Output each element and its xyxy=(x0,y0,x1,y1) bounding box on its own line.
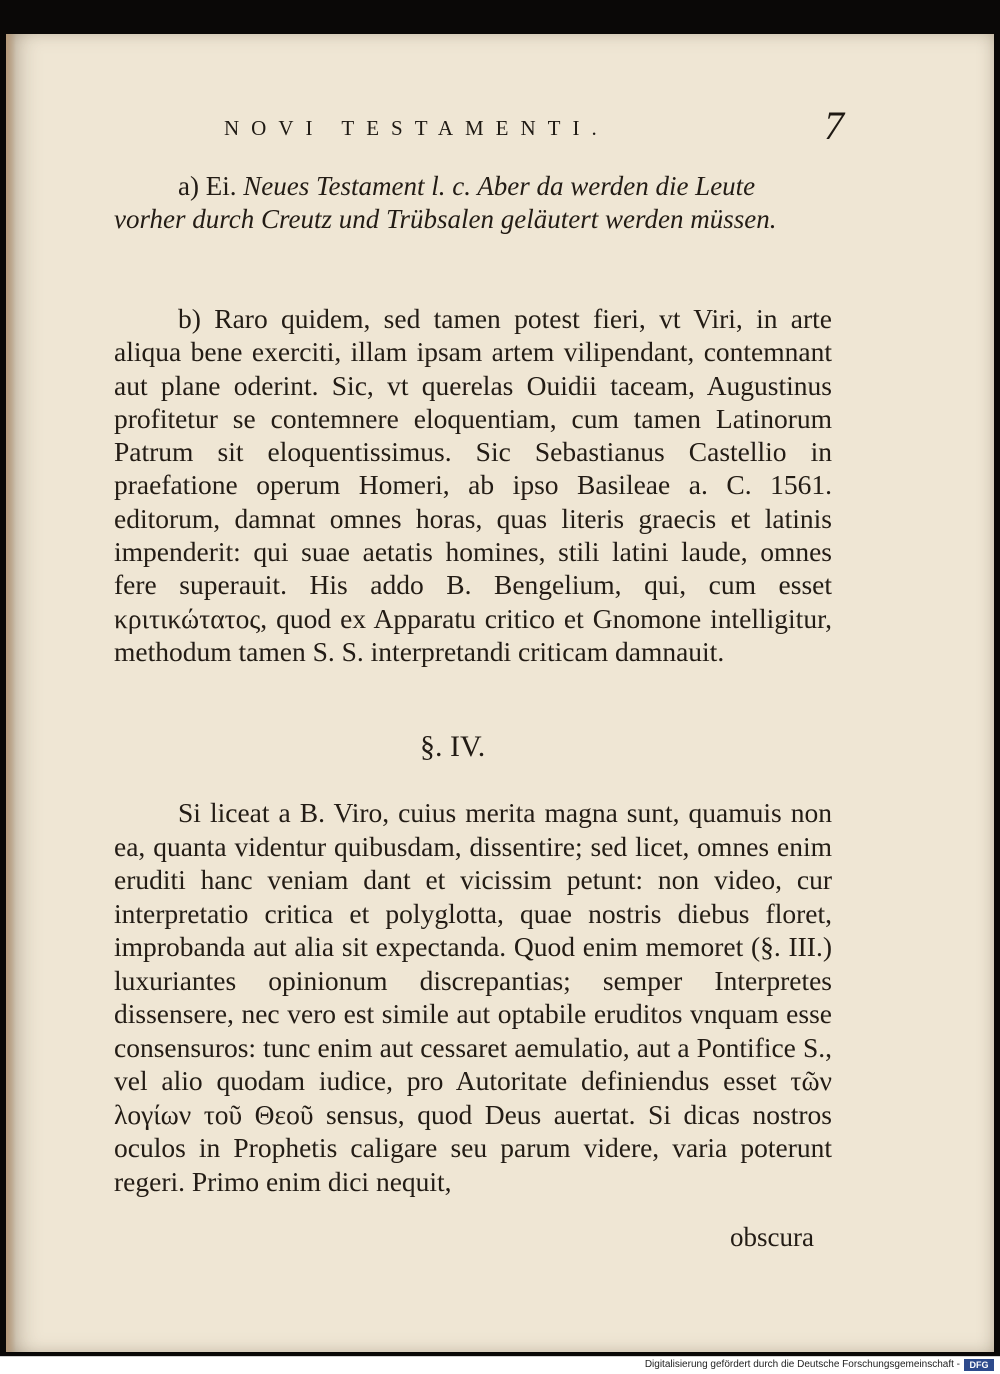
footer-bar xyxy=(0,1356,1000,1374)
footnote-b xyxy=(114,302,832,668)
catchword: obscura xyxy=(730,1222,814,1252)
section-body-text: Si liceat a B. Viro, cuius merita magna sunt, quamuis non ea, quanta videntur quibusdam, dissentire; sed licet, omnes enim eruditi hanc veniam dant et vicissim petunt: non video, cur interpretatio critica et polyglotta, quae nostris diebus floret, improbanda aut alia sit expectanda. Quod enim memoret (§. III.) luxuriantes opinionum discrepantias; semper Interpretes dissensere, nec vero est simile aut optabile eruditos vnquam esse consensuros: tunc enim aut cessaret aemulatio, aut a Pontifice S., vel alio quodam iudice, pro Autoritate definiendus esset τῶν λογίων τοῦ Θεοῦ sensus, quod Deus auertat. Si dicas nostros oculos in Prophetis caligare seu parum videre, varia poterunt regeri. Primo enim dici nequit, xyxy=(114,797,832,1197)
footnote-a-label: a) Ei. xyxy=(178,171,237,201)
page-header xyxy=(224,103,844,152)
section-body xyxy=(114,796,832,1198)
footnote-b-text: Raro quidem, sed tamen potest fieri, vt Viri, in arte aliqua bene exerciti, illam ipsam artem vilipendant, contemnant aut plane oderint. Sic, vt querelas Ouidii taceam, Augustinus profitetur se contemnere eloquentiam, cum tamen Latinorum Patrum sit eloquentissimus. Sic Sebastianus Castellio in praefatione operum Homeri, ab ipso Basileae a. C. 1561. editorum, damnat omnes horas, quas literis graecis et latinis impenderit: qui suae aetatis homines, stili latini laude, omnes fere superauit. His addo B. Bengelium, qui, cum esset κριτικώτατος, quod ex Apparatu critico et Gnomone intelligitur, methodum tamen S. S. interpretandi criticam damnauit. xyxy=(114,303,832,667)
section-heading: §. IV. xyxy=(420,730,486,763)
dfg-logo: DFG xyxy=(964,1359,994,1371)
footnote-b-label: b) xyxy=(178,303,201,334)
running-head: NOVI TESTAMENTI. xyxy=(224,116,609,140)
footnote-a-text: Neues Testament l. c. Aber da werden die Leute vorher durch Creutz und Trübsalen geläutert werden müssen. xyxy=(114,171,777,234)
page-number: 7 xyxy=(824,103,844,148)
footnote-a xyxy=(114,170,832,236)
digitization-credit: Digitalisierung gefördert durch die Deutsche Forschungsgemeinschaft - xyxy=(644,1359,960,1370)
